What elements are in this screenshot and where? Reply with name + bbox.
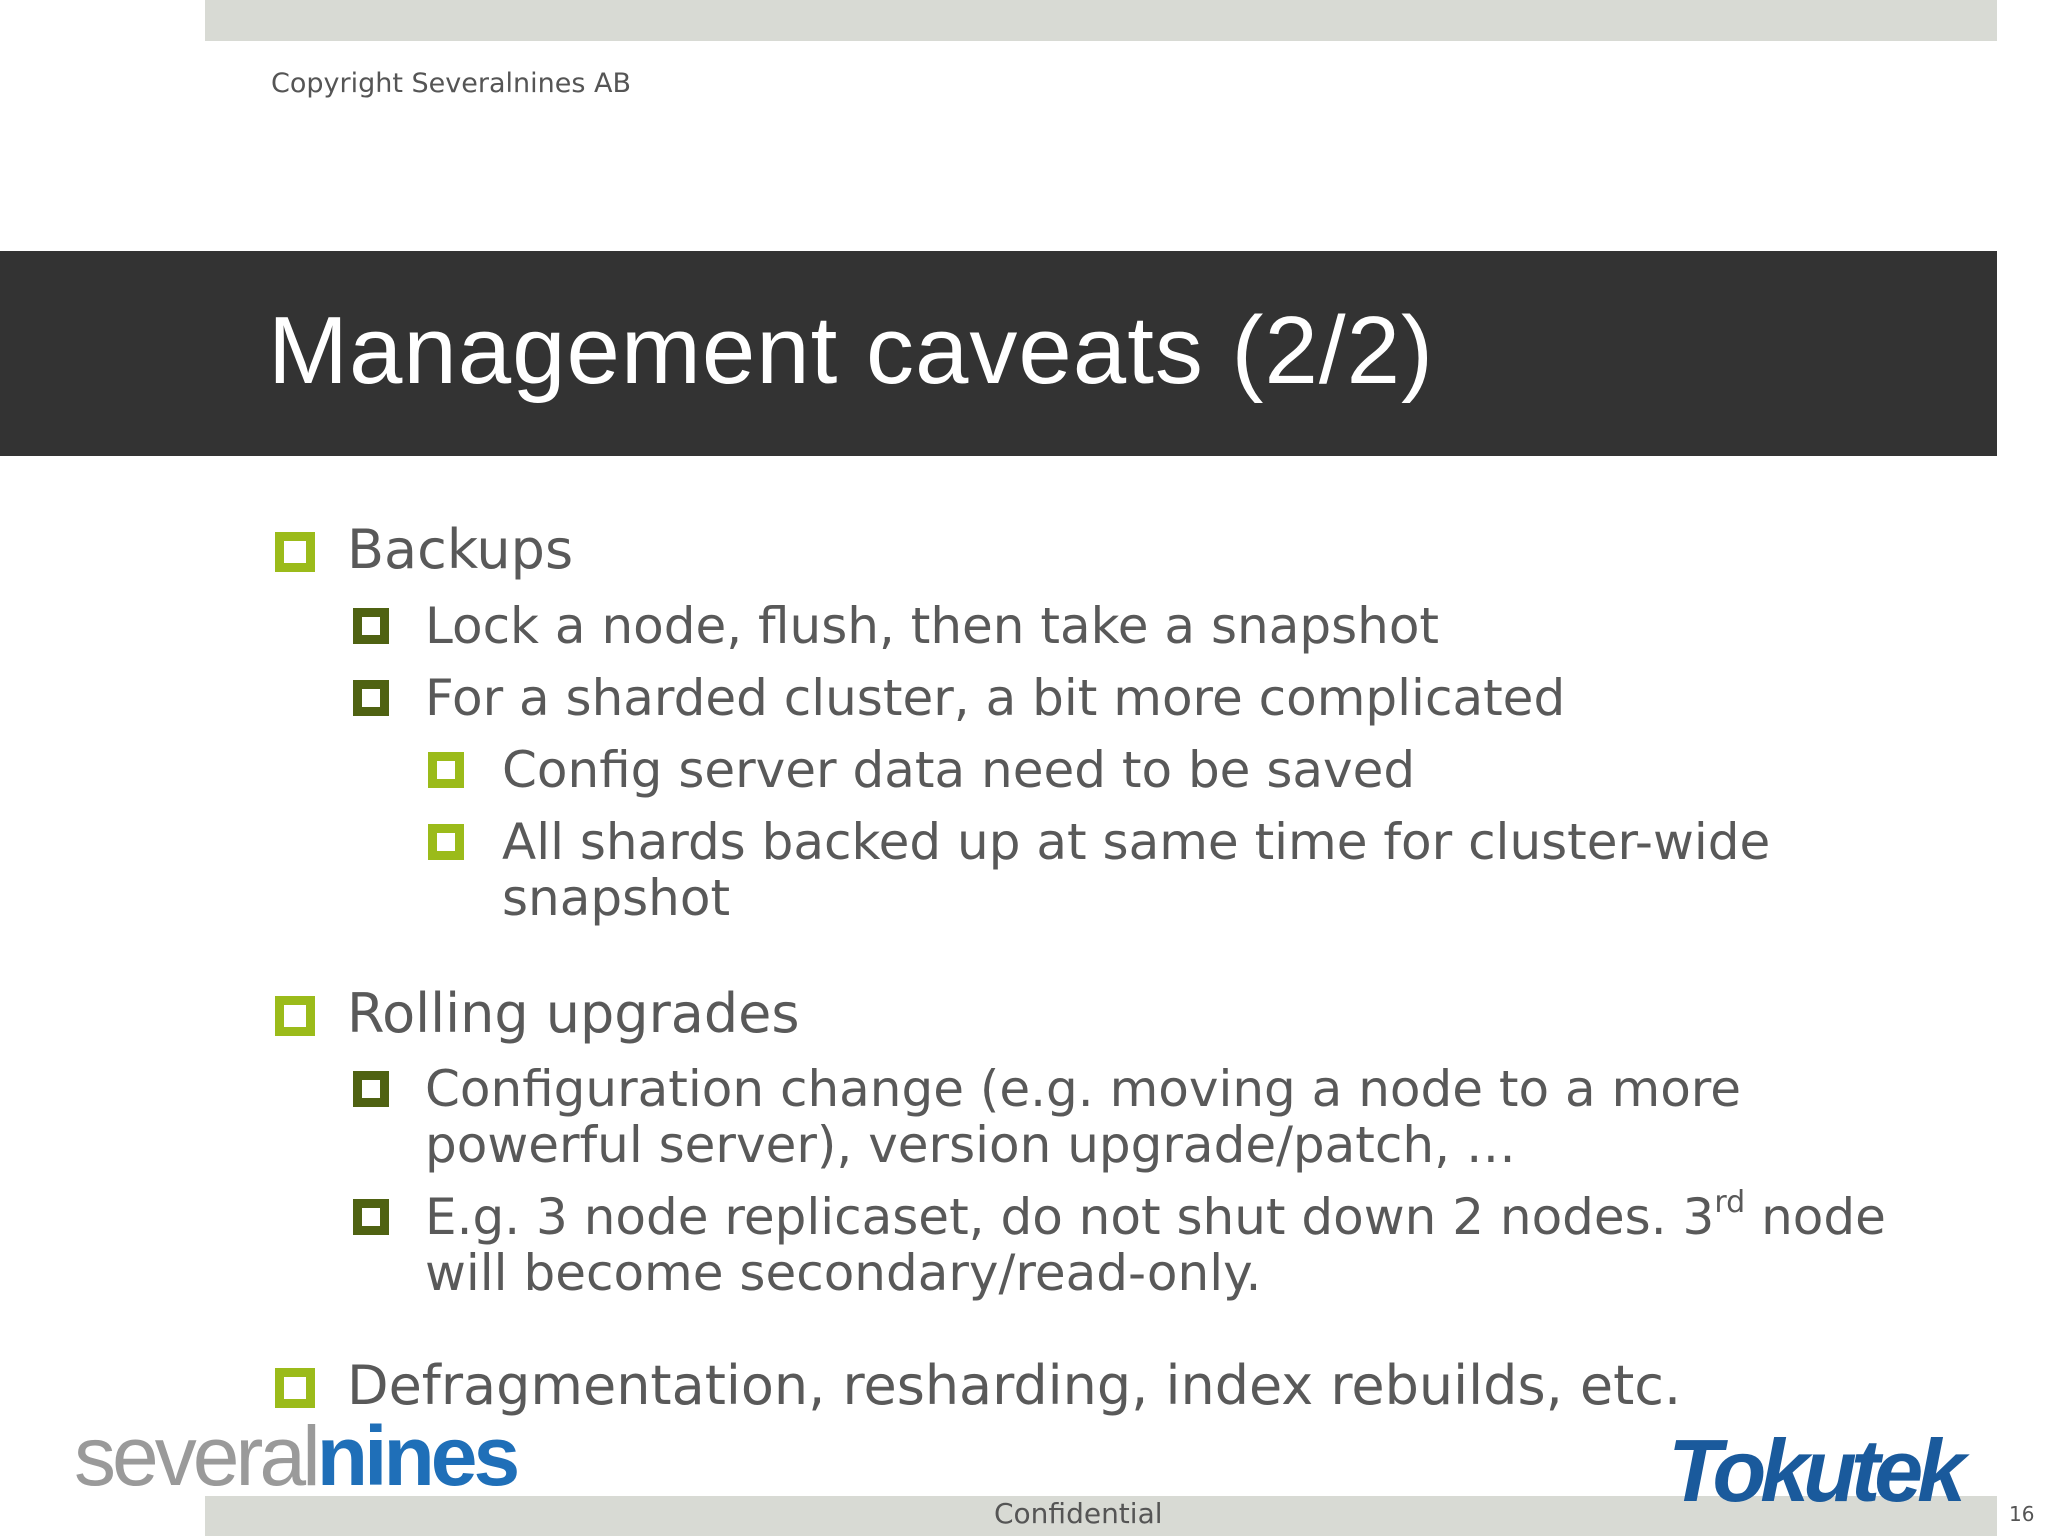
bullet-marker-icon	[275, 996, 315, 1036]
top-decor-bar	[205, 0, 1997, 41]
confidential-label: Confidential	[994, 1497, 1163, 1530]
bullet-text-line1: All shards backed up at same time for cluster-wide	[502, 813, 1771, 871]
bullet-marker-icon	[353, 608, 389, 644]
copyright-text: Copyright Severalnines AB	[271, 68, 631, 99]
tokutek-logo: Tokutek	[1668, 1421, 1961, 1520]
bullet-text-line2: powerful server), version upgrade/patch, …	[425, 1116, 1516, 1174]
bullet-marker-icon	[275, 532, 315, 572]
bullet-marker-icon	[428, 824, 464, 860]
bullet-text-line2: snapshot	[502, 869, 731, 927]
bullet-text: Defragmentation, resharding, index rebuilds, etc.	[347, 1354, 1682, 1417]
bullet-marker-icon	[353, 680, 389, 716]
bullet-text: Rolling upgrades	[347, 982, 800, 1045]
bullet-marker-icon	[428, 752, 464, 788]
bullet-text: For a sharded cluster, a bit more complicated	[425, 669, 1566, 727]
bullet-text: Backups	[347, 518, 574, 581]
bullet-marker-icon	[275, 1368, 315, 1408]
logo-part: nines	[316, 1409, 517, 1503]
bullet-text: Lock a node, flush, then take a snapshot	[425, 597, 1440, 655]
bullet-text: Config server data need to be saved	[502, 741, 1416, 799]
severalnines-logo	[74, 1408, 516, 1505]
logo-part: several	[74, 1409, 317, 1503]
bullet-marker-icon	[353, 1071, 389, 1107]
bullet-text-part: E.g. 3 node replicaset, do not shut down 2 nodes. 3	[425, 1188, 1715, 1246]
bullet-text-superscript: rd	[1714, 1185, 1746, 1220]
bullet-marker-icon	[353, 1199, 389, 1235]
bullet-text-part: node	[1745, 1188, 1886, 1246]
bullet-text-line1: Configuration change (e.g. moving a node to a more	[425, 1060, 1742, 1118]
page-number: 16	[2009, 1502, 2035, 1526]
slide-title: Management caveats (2/2)	[268, 297, 1434, 404]
bullet-text-line1	[425, 1185, 1886, 1246]
bullet-text-line2: will become secondary/read-only.	[425, 1244, 1262, 1302]
